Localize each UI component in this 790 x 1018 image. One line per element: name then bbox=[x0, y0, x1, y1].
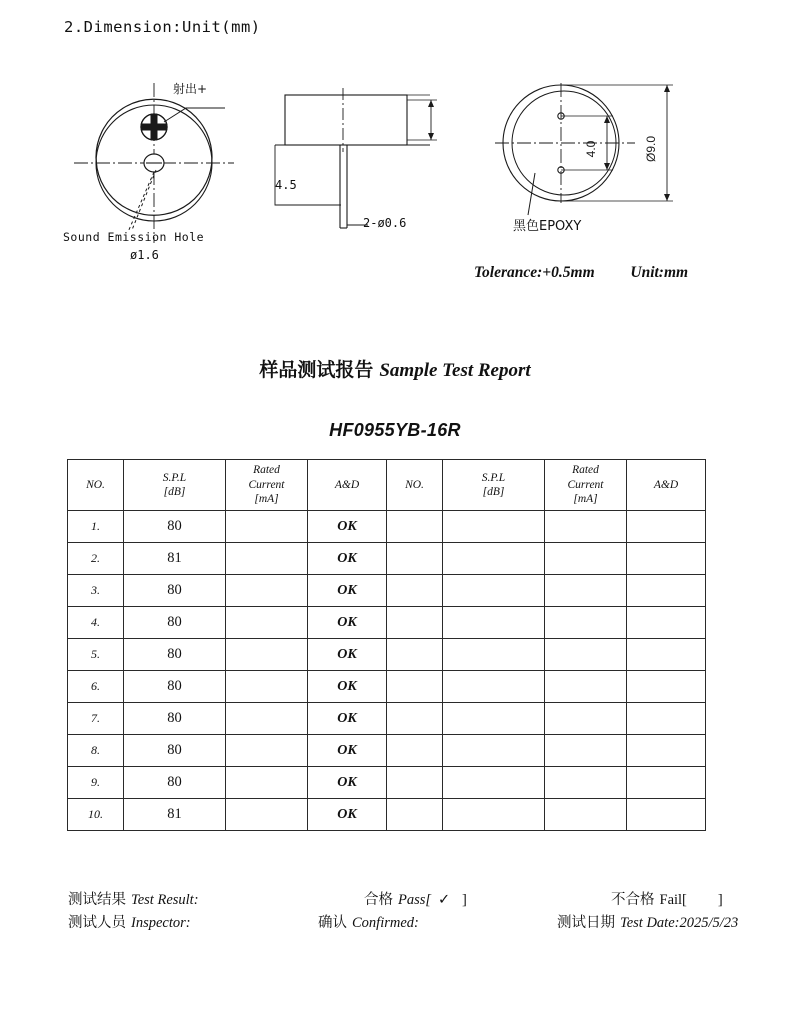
cell-no-left: 6. bbox=[68, 671, 124, 703]
cell-current-right bbox=[545, 671, 627, 703]
cell-spl-left: 80 bbox=[124, 607, 226, 639]
cell-no-left: 4. bbox=[68, 607, 124, 639]
cell-current-right bbox=[545, 543, 627, 575]
cell-ad-left: OK bbox=[308, 671, 387, 703]
cell-spl-right bbox=[443, 703, 545, 735]
cell-current-right bbox=[545, 575, 627, 607]
report-title bbox=[0, 355, 790, 382]
pin-pitch-text: 4.0 bbox=[584, 140, 598, 158]
table-row bbox=[68, 575, 706, 607]
table-row bbox=[68, 735, 706, 767]
header-current-line2: Current bbox=[567, 478, 604, 491]
cell-ad-right bbox=[627, 703, 706, 735]
cell-ad-right bbox=[627, 543, 706, 575]
injection-label: 射出+ bbox=[173, 82, 208, 96]
table-body bbox=[68, 511, 706, 831]
cell-ad-right bbox=[627, 671, 706, 703]
cell-no-right bbox=[387, 703, 443, 735]
test-date-field bbox=[557, 911, 738, 932]
fail-label-en: Fail[ bbox=[659, 892, 687, 908]
cell-ad-right bbox=[627, 767, 706, 799]
table-row bbox=[68, 799, 706, 831]
confirmed-label-en: Confirmed: bbox=[352, 915, 419, 931]
cell-current-right bbox=[545, 799, 627, 831]
header-spl-line2: [dB] bbox=[163, 486, 186, 498]
inspector-field bbox=[68, 911, 191, 932]
cell-no-right bbox=[387, 799, 443, 831]
bottom-view-svg bbox=[495, 75, 695, 270]
cell-ad-right bbox=[627, 607, 706, 639]
cell-current-right bbox=[545, 703, 627, 735]
model-number: HF0955YB-16R bbox=[329, 420, 461, 440]
cell-ad-left: OK bbox=[308, 703, 387, 735]
cell-spl-left: 80 bbox=[124, 575, 226, 607]
header-current-line1: Rated bbox=[572, 464, 599, 477]
header-current-line3: [mA] bbox=[254, 493, 279, 506]
header-spl-line2: [dB] bbox=[482, 486, 505, 498]
pass-label-cn: 合格 bbox=[364, 892, 393, 908]
test-date-label-cn: 测试日期 bbox=[557, 915, 615, 931]
cell-spl-right bbox=[443, 671, 545, 703]
cell-no-left: 7. bbox=[68, 703, 124, 735]
header-spl-line1: S.P.L bbox=[162, 471, 187, 484]
cell-ad-left: OK bbox=[308, 511, 387, 543]
cell-ad-left: OK bbox=[308, 543, 387, 575]
report-title-cn: 样品测试报告 bbox=[259, 359, 374, 381]
cell-ad-left: OK bbox=[308, 575, 387, 607]
cell-spl-right bbox=[443, 511, 545, 543]
cell-ad-left: OK bbox=[308, 607, 387, 639]
sound-hole-label: Sound Emission Hole bbox=[63, 230, 205, 244]
unit-value: Unit:mm bbox=[630, 264, 689, 281]
header-current-line3: [mA] bbox=[573, 493, 598, 506]
cell-no-right bbox=[387, 735, 443, 767]
table-header-row bbox=[68, 460, 706, 511]
cell-current-right bbox=[545, 607, 627, 639]
cell-no-right bbox=[387, 639, 443, 671]
cell-ad-left: OK bbox=[308, 639, 387, 671]
header-ad-left: A&D bbox=[308, 460, 387, 511]
table-row bbox=[68, 607, 706, 639]
pass-check-icon[interactable]: ✓ bbox=[437, 892, 451, 908]
pass-label-en: Pass[ bbox=[398, 892, 432, 908]
cell-spl-right bbox=[443, 575, 545, 607]
tolerance-note bbox=[474, 264, 688, 282]
cell-ad-right bbox=[627, 735, 706, 767]
cell-current-left bbox=[226, 575, 308, 607]
cell-no-left: 3. bbox=[68, 575, 124, 607]
cell-current-left bbox=[226, 799, 308, 831]
cell-no-right bbox=[387, 543, 443, 575]
cell-ad-left: OK bbox=[308, 767, 387, 799]
report-footer bbox=[0, 888, 790, 958]
cell-no-left: 1. bbox=[68, 511, 124, 543]
cell-no-left: 10. bbox=[68, 799, 124, 831]
cell-no-right bbox=[387, 575, 443, 607]
fail-checkbox-field[interactable] bbox=[611, 888, 723, 909]
cell-current-right bbox=[545, 511, 627, 543]
cell-no-left: 2. bbox=[68, 543, 124, 575]
cell-spl-right bbox=[443, 639, 545, 671]
cell-spl-right bbox=[443, 543, 545, 575]
cell-no-right bbox=[387, 511, 443, 543]
cell-spl-right bbox=[443, 735, 545, 767]
test-result-label-en: Test Result: bbox=[131, 892, 199, 908]
cell-no-right bbox=[387, 767, 443, 799]
cell-spl-right bbox=[443, 799, 545, 831]
cell-current-left bbox=[226, 735, 308, 767]
cell-spl-left: 80 bbox=[124, 735, 226, 767]
header-current-line2: Current bbox=[248, 478, 285, 491]
cell-ad-right bbox=[627, 575, 706, 607]
sample-test-table bbox=[67, 459, 706, 831]
cell-spl-left: 80 bbox=[124, 703, 226, 735]
drawing-side-view bbox=[265, 80, 455, 270]
test-date-value: Test Date:2025/5/23 bbox=[620, 915, 739, 931]
cell-spl-left: 81 bbox=[124, 543, 226, 575]
cell-current-left bbox=[226, 767, 308, 799]
cell-ad-right bbox=[627, 639, 706, 671]
table-row bbox=[68, 703, 706, 735]
tolerance-value: Tolerance:+0.5mm bbox=[474, 264, 595, 281]
cell-current-left bbox=[226, 639, 308, 671]
pass-checkbox-field[interactable] bbox=[364, 888, 467, 909]
test-result-field bbox=[68, 888, 199, 909]
cell-current-left bbox=[226, 543, 308, 575]
table-row bbox=[68, 671, 706, 703]
table-row bbox=[68, 639, 706, 671]
cell-spl-right bbox=[443, 767, 545, 799]
test-result-label-cn: 测试结果 bbox=[68, 892, 126, 908]
outer-diameter-text: Ø9.0 bbox=[644, 135, 658, 163]
cell-no-left: 9. bbox=[68, 767, 124, 799]
inspector-label-cn: 测试人员 bbox=[68, 915, 126, 931]
header-spl-left bbox=[124, 460, 226, 511]
report-title-en: Sample Test Report bbox=[379, 360, 531, 381]
inspector-label-en: Inspector: bbox=[131, 915, 191, 931]
cell-current-right bbox=[545, 735, 627, 767]
cell-current-left bbox=[226, 671, 308, 703]
cell-spl-left: 80 bbox=[124, 639, 226, 671]
drawing-bottom-view bbox=[495, 75, 695, 270]
cell-current-left bbox=[226, 511, 308, 543]
cell-current-left bbox=[226, 607, 308, 639]
cell-spl-left: 80 bbox=[124, 671, 226, 703]
cell-current-right bbox=[545, 639, 627, 671]
confirmed-label-cn: 确认 bbox=[318, 915, 347, 931]
drawing-top-view bbox=[63, 70, 283, 270]
fail-bracket-close: ] bbox=[717, 892, 723, 908]
header-no-left: NO. bbox=[68, 460, 124, 511]
epoxy-label: 黑色EPOXY bbox=[513, 219, 582, 234]
header-current-left bbox=[226, 460, 308, 511]
cell-no-left: 5. bbox=[68, 639, 124, 671]
section-heading: 2.Dimension:Unit(mm) bbox=[64, 18, 261, 36]
cell-current-right bbox=[545, 767, 627, 799]
cell-spl-right bbox=[443, 607, 545, 639]
header-spl-line1: S.P.L bbox=[481, 471, 506, 484]
side-height-dimension: 4.5 bbox=[275, 178, 297, 192]
cell-no-left: 8. bbox=[68, 735, 124, 767]
cell-spl-left: 80 bbox=[124, 511, 226, 543]
cell-ad-right bbox=[627, 799, 706, 831]
header-current-right bbox=[545, 460, 627, 511]
side-view-svg bbox=[265, 80, 455, 270]
fail-label-cn: 不合格 bbox=[611, 892, 655, 908]
pin-diameter-dimension: 2-ø0.6 bbox=[363, 216, 407, 230]
confirmed-field bbox=[318, 911, 419, 932]
cell-no-right bbox=[387, 671, 443, 703]
header-spl-right bbox=[443, 460, 545, 511]
cell-no-right bbox=[387, 607, 443, 639]
cell-spl-left: 81 bbox=[124, 799, 226, 831]
sound-hole-dimension: ø1.6 bbox=[130, 248, 159, 262]
table-row bbox=[68, 511, 706, 543]
cell-current-left bbox=[226, 703, 308, 735]
cell-ad-left: OK bbox=[308, 735, 387, 767]
header-no-right: NO. bbox=[387, 460, 443, 511]
header-ad-right: A&D bbox=[627, 460, 706, 511]
pass-bracket-close: ] bbox=[462, 892, 467, 908]
table-row bbox=[68, 543, 706, 575]
cell-spl-left: 80 bbox=[124, 767, 226, 799]
cell-ad-left: OK bbox=[308, 799, 387, 831]
header-current-line1: Rated bbox=[253, 464, 280, 477]
cell-ad-right bbox=[627, 511, 706, 543]
table-row bbox=[68, 767, 706, 799]
